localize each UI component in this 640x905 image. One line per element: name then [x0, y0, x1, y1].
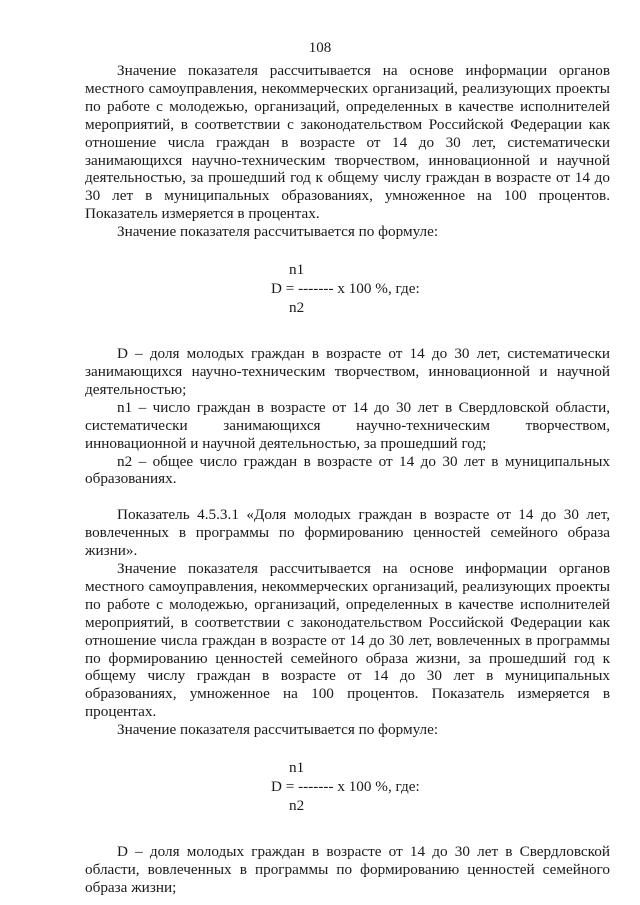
formula-denominator: n2	[289, 299, 305, 317]
formula-expression: D = ------- x 100 %, где:	[271, 778, 420, 796]
indicator-heading: Показатель 4.5.3.1 «Доля молодых граждан в возрасте от 14 до 30 лет, вовлеченных в программы по формированию ценностей семейного образа жизни».	[85, 506, 610, 560]
document-body	[85, 62, 610, 897]
paragraph: Значение показателя рассчитывается на основе информации органов местного самоуправления, некоммерческих организаций, реализующих проекты по работе с молодежью, организаций, определенных в качестве исполнителей мероприятий, в соответствии с законодательством Российской Федерации как отношение числа граждан в возрасте от 14 до 30 лет, систематически занимающихся научно-техническим творчеством, инновационной и научной деятельностью, за прошедший год к общему числу граждан в возрасте от 14 до 30 лет в муниципальных образованиях, умноженное на 100 процентов. Показатель измеряется в процентах.	[85, 62, 610, 223]
definition: n1 – число граждан в возрасте от 14 до 30 лет в Свердловской области, систематически занимающихся научно-техническим творчеством, инновационной и научной деятельностью, за прошедший год;	[85, 398, 610, 452]
page-number: 108	[308, 40, 332, 56]
paragraph: Значение показателя рассчитывается на основе информации органов местного самоуправления, некоммерческих организаций, реализующих проекты по работе с молодежью, организаций, определенных в качестве исполнителей мероприятий, в соответствии с законодательством Российской Федерации как отношение числа граждан в возрасте от 14 до 30 лет, вовлеченных в программы по формированию ценностей семейного образа жизни, за прошедший год к общему числу граждан в возрасте от 14 до 30 лет в муниципальных образованиях, умноженное на 100 процентов. Показатель измеряется в процентах.	[85, 560, 610, 721]
definition: n2 – общее число граждан в возрасте от 14 до 30 лет в муниципальных образованиях.	[85, 452, 610, 488]
formula-intro: Значение показателя рассчитывается по формуле:	[117, 721, 439, 739]
formula	[85, 759, 610, 819]
formula	[85, 261, 610, 321]
formula-expression: D = ------- x 100 %, где:	[271, 280, 420, 298]
formula-numerator: n1	[289, 759, 305, 777]
formula-denominator: n2	[289, 797, 305, 815]
formula-intro: Значение показателя рассчитывается по формуле:	[117, 223, 439, 241]
formula-numerator: n1	[289, 261, 305, 279]
spacer	[85, 488, 610, 506]
definition: D – доля молодых граждан в возрасте от 14 до 30 лет, систематически занимающихся научно-техническим творчеством, инновационной и научной деятельностью;	[85, 345, 610, 398]
definition: D – доля молодых граждан в возрасте от 14 до 30 лет в Свердловской области, вовлеченных в программы по формированию ценностей семейного образа жизни;	[85, 843, 610, 896]
